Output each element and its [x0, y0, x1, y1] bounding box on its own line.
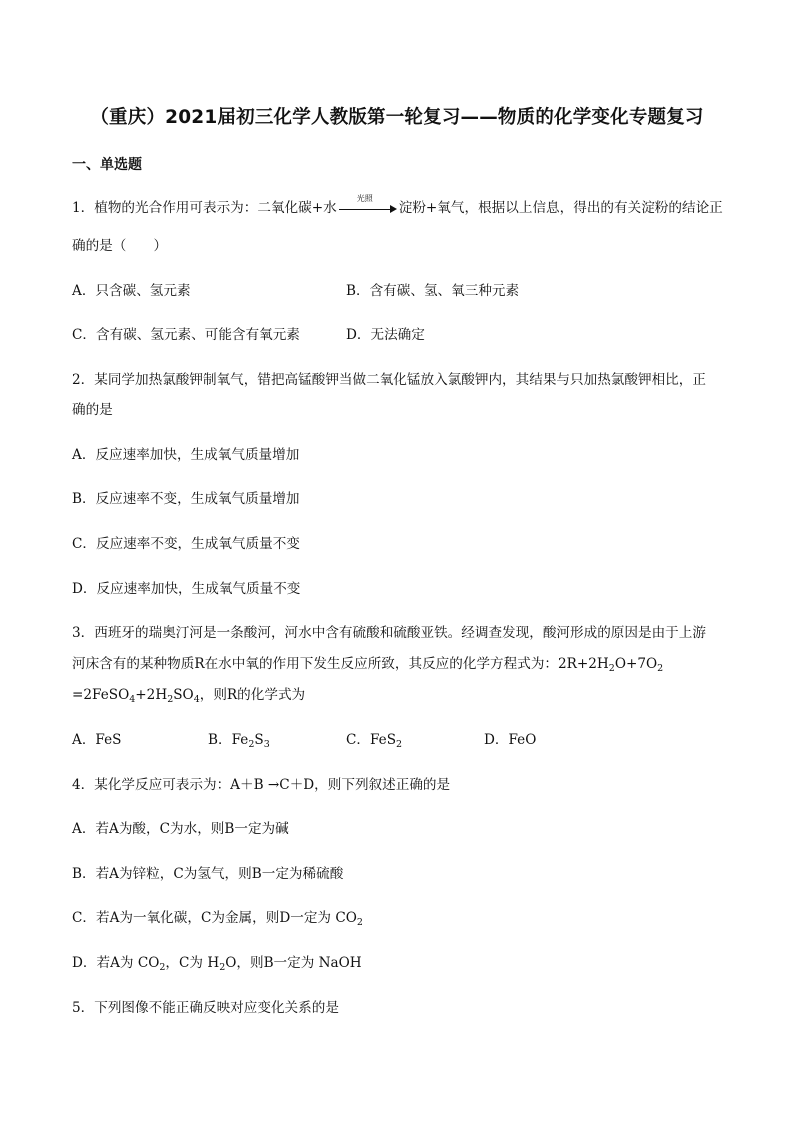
question-2-option-c: C．反应速率不变，生成氧气质量不变: [72, 536, 300, 552]
subscript: 2: [657, 663, 664, 674]
option-text: B．Fe: [208, 732, 249, 748]
question-3-text: ，则R的化学式为: [199, 687, 306, 703]
question-4-option-b: B．若A为锌粒，C为氢气，则B一定为稀硫酸: [72, 866, 344, 882]
option-text: O，则B一定为 NaOH: [225, 955, 362, 971]
question-3-text: SO: [173, 687, 194, 703]
question-3-stem-line-2: [72, 654, 663, 674]
option-text: S: [254, 732, 264, 748]
question-3-option-b: [208, 730, 270, 750]
question-3-option-d: D．FeO: [484, 732, 537, 748]
question-4-stem: 4．某化学反应可表示为：A＋B →C＋D，则下列叙述正确的是: [72, 777, 451, 793]
question-2-option-b: B．反应速率不变，生成氧气质量增加: [72, 491, 300, 507]
reaction-arrow: [339, 193, 397, 215]
option-text: C．FeS: [346, 732, 397, 748]
question-4-option-c: [72, 908, 363, 928]
subscript: 2: [167, 694, 174, 705]
question-2-option-d: D．反应速率加快，生成氧气质量不变: [72, 581, 301, 597]
subscript: 2: [396, 739, 403, 750]
option-text: ，C为 H: [165, 955, 220, 971]
question-3-text: =2FeSO: [72, 687, 130, 703]
question-5-stem: 5．下列图像不能正确反映对应变化关系的是: [72, 1000, 339, 1016]
subscript: 4: [129, 694, 136, 705]
question-3-stem-line-3: [72, 685, 305, 705]
section-heading: 一、单选题: [72, 157, 142, 173]
option-text: D．若A为 CO: [72, 955, 160, 971]
question-1-option-d: D．无法确定: [346, 327, 425, 343]
question-3-option-a: A．FeS: [72, 732, 122, 748]
question-1-text-part-2: 淀粉+氧气，根据以上信息，得出的有关淀粉的结论正: [398, 200, 723, 216]
page-title: （重庆）2021届初三化学人教版第一轮复习——物质的化学变化专题复习: [90, 107, 704, 128]
question-1-option-a: A．只含碳、氢元素: [72, 283, 191, 299]
subscript: 2: [159, 962, 166, 973]
question-2-option-a: A．反应速率加快，生成氧气质量增加: [72, 447, 300, 463]
question-1-text-part-1: 1．植物的光合作用可表示为：二氧化碳+水: [72, 200, 337, 216]
subscript: 2: [219, 962, 226, 973]
question-2-stem: 2．某同学加热氯酸钾制氧气，错把高锰酸钾当做二氧化锰放入氯酸钾内，其结果与只加热氯酸钾相比，正: [72, 372, 706, 388]
question-3-text: +2H: [135, 687, 168, 703]
question-3-text: 河床含有的某种物质R在水中氧的作用下发生反应所致，其反应的化学方程式为：2R+2H: [72, 656, 609, 672]
reaction-condition: 光照: [356, 193, 373, 203]
question-1-option-b: B．含有碳、氢、氧三种元素: [346, 283, 520, 299]
question-1-stem: [72, 193, 723, 218]
question-1-stem-continued: 确的是（ ）: [72, 238, 168, 254]
question-3-text: O+7O: [614, 656, 658, 672]
question-3-stem: 3．西班牙的瑞奥汀河是一条酸河，河水中含有硫酸和硫酸亚铁。经调查发现，酸河形成的原因是由于上游: [72, 625, 706, 641]
subscript: 2: [248, 739, 255, 750]
question-1-option-c: C．含有碳、氢元素、可能含有氧元素: [72, 327, 300, 343]
subscript: 2: [608, 663, 615, 674]
question-4-option-d: [72, 953, 362, 973]
subscript: 3: [263, 739, 270, 750]
question-3-option-c: [346, 730, 402, 750]
option-text: C．若A为一氧化碳，C为金属，则D一定为 CO: [72, 910, 357, 926]
question-4-option-a: A．若A为酸，C为水，则B一定为碱: [72, 821, 289, 837]
subscript: 4: [193, 694, 200, 705]
subscript: 2: [356, 917, 363, 928]
question-2-stem-continued: 确的是: [72, 402, 113, 418]
